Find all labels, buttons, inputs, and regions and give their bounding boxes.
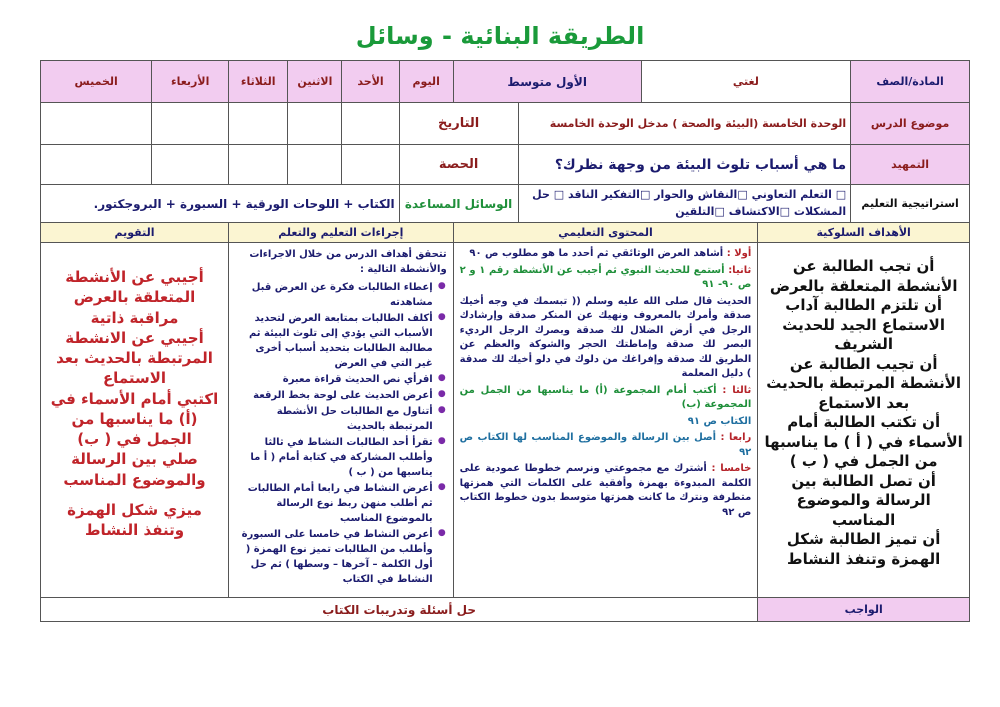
- strategy-checkbox-icon: □: [831, 188, 847, 201]
- content-step-3: ثالثا : أكتب أمام المجموعة (أ) ما يناسبها من الجمل من المجموعة (ب): [459, 384, 752, 410]
- lesson-plan-table: [40, 60, 970, 622]
- day-tuesday: الثلاثاء: [240, 75, 276, 88]
- day-wednesday: الأربعاء: [170, 75, 210, 88]
- objective-item: أن تصل الطالبة بين الرسالة والموضوع المناسب: [791, 471, 936, 529]
- homework-value: حل أسئلة وتدريبات الكتاب: [322, 602, 476, 617]
- strategy-checkbox-icon: □: [714, 204, 725, 218]
- period-cell-wednesday: [152, 145, 229, 185]
- period-cell-sunday: [342, 145, 399, 185]
- procedures-list: [235, 280, 447, 587]
- intro-label: التمهيد: [851, 145, 970, 185]
- homework-label: الواجب: [758, 598, 970, 622]
- period-label: الحصة: [438, 157, 479, 172]
- content-step-2: ثانيا: أستمع للحديث النبوي ثم أجيب عن الأنشطة رقم ١ و ٢ ص ٩٠- ٩١: [459, 264, 752, 290]
- date-cell-monday: [288, 103, 342, 145]
- content-column: [453, 243, 758, 598]
- period-cell-thursday: [41, 145, 152, 185]
- procedures-intro: تتحقق أهداف الدرس من خلال الاجراءات والأنشطة التالية :: [249, 249, 447, 275]
- procedure-item: ● اقرأي نص الحديث قراءة معبرة: [235, 372, 433, 387]
- period-cell-tuesday: [229, 145, 288, 185]
- strategy-checkbox-icon: □: [639, 188, 651, 201]
- date-cell-wednesday: [152, 103, 229, 145]
- strategy-checkbox-icon: □: [549, 188, 565, 201]
- lesson-label: موضوع الدرس: [851, 103, 970, 145]
- procedures-column: [229, 243, 454, 598]
- objective-item: أن تلتزم الطالبة آداب الاستماع الجيد للحديث الشريف: [782, 296, 945, 353]
- grade-value: الأول متوسط: [507, 74, 587, 89]
- strategy-checkbox-icon: □: [737, 188, 748, 201]
- procedure-item: ● تقرأ أحد الطالبات النشاط في ثالثا وأطلب المشاركة في كتابة أمام ( أ ما يناسبها من ( ب ): [235, 435, 433, 480]
- objective-item: أن تميز الطالبة شكل الهمزة وتنفذ النشاط: [786, 530, 941, 568]
- objective-item: أن تكتب الطالبة أمام الأسماء في ( أ ) ما يناسبها من الجمل في ( ب ): [764, 413, 963, 470]
- date-cell-tuesday: [229, 103, 288, 145]
- day-thursday: الخميس: [74, 75, 118, 88]
- lesson-value: الوحدة الخامسة (البيئة والصحة ) مدخل الوحدة الخامسة: [549, 117, 847, 130]
- day-monday: الاثنين: [297, 75, 333, 88]
- content-hadith: الحديث قال صلى الله عليه وسلم (( تبسمك في وجه أخيك صدقة وأمرك بالمعروف ونهيك عن المنكر صدقة وإرشادك الرجل في أرض الضلال لك صدقة وبصرك الرجل الرديء البصر لك صدقة وإماطتك الحجر والشوكة والعظم عن الطريق لك صدقة وإفراغك من دلوك في دلو أخيك لك صدقة ) دليل المعلمة: [459, 295, 752, 379]
- content-step-3-book: الكتاب ص ٩١: [687, 415, 752, 427]
- procedure-item: ● أكلف الطالبات بمتابعة العرض لتحديد الأسباب التي يؤدي إلى تلوث البيئة ثم مطالبة الطالبات بتحديد أسباب أخرى غير التي في العرض: [235, 311, 433, 371]
- evaluation-item: مراقبة ذاتية: [90, 308, 179, 327]
- procedure-item: ● إعطاء الطالبات فكرة عن العرض قبل مشاهدته: [235, 280, 433, 310]
- evaluation-header: التقويم: [41, 223, 229, 243]
- procedure-item: ● أعرض النشاط في رابعا أمام الطالبات ثم أطلب منهن ربط نوع الرسالة بالموضوع المناسب: [235, 481, 433, 526]
- day-sunday: الأحد: [357, 75, 384, 88]
- intro-value: ما هي أسباب تلوث البيئة من وجهة نظرك؟: [554, 156, 847, 173]
- procedure-item: ● أتناول مع الطالبات حل الأنشطة المرتبطة بالحديث: [235, 404, 433, 434]
- evaluation-item: أجيبي عن الأنشطة المتعلقة بالعرض: [65, 268, 204, 307]
- procedure-item: ● أعرض الحديث على لوحة بخط الرقعة: [235, 388, 433, 403]
- objectives-header: الأهداف السلوكية: [758, 223, 970, 243]
- subject-value: لغتي: [732, 75, 759, 88]
- strategy-checkbox-icon: □: [779, 204, 791, 218]
- date-cell-thursday: [41, 103, 152, 145]
- day-label: اليوم: [412, 75, 440, 88]
- aids-label: الوسائل المساعدة: [404, 196, 513, 211]
- date-cell-sunday: [342, 103, 399, 145]
- content-step-4: رابعا : أصل بين الرسالة والموضوع المناسب لها الكتاب ص ٩٢: [459, 432, 752, 458]
- period-cell-monday: [288, 145, 342, 185]
- content-step-5: خامسا : أشترك مع مجموعتي ونرسم خطوطا عمودية على الكلمة المبدوءة بهمزة وأفقية على الكلمات التي همزتها متطرفة ونترك ما كانت همزتها متوسط بدون خطوط الكتاب ص ٩٢: [459, 463, 752, 518]
- objectives-column: [758, 243, 970, 598]
- procedures-header: إجراءات التعليم والتعلم: [229, 223, 454, 243]
- strategy-value: □ التعلم التعاوني □النقاش والحوار □التفكير الناقد □ حل المشكلات □الاكتشاف □التلقين: [532, 188, 847, 218]
- strategy-label: استراتيجية التعليم: [851, 185, 970, 223]
- date-label: التاريخ: [437, 116, 480, 131]
- subject-label: المادة/الصف: [851, 61, 970, 103]
- evaluation-item: أجيبي عن الانشطة المرتبطة بالحديث بعد الاستماع: [56, 328, 213, 388]
- evaluation-column: [41, 243, 229, 598]
- content-header: المحتوى التعليمي: [453, 223, 758, 243]
- objective-item: أن تجيب الطالبة عن الأنشطة المرتبطة بالحديث بعد الاستماع: [766, 354, 962, 412]
- page-title: الطريقة البنائية - وسائل: [355, 22, 645, 50]
- content-step-1: أولا : أشاهد العرض الوثائقي ثم أحدد ما هو مطلوب ص ٩٠: [469, 248, 752, 259]
- aids-value: الكتاب + اللوحات الورقية + السبورة + البروجكتور.: [93, 196, 395, 211]
- objective-item: أن تجب الطالبة عن الأنشطة المتعلقة بالعرض: [769, 257, 958, 295]
- procedure-item: ● أعرض النشاط في خامسا على السبورة وأطلب من الطالبات تميز نوع الهمزة ( أول الكلمة – آخرها – وسطها ) ثم حل النشاط في الكتاب: [235, 527, 433, 587]
- evaluation-item: اكتبي أمام الأسماء في (أ) ما يناسبها من الجمل في ( ب): [50, 389, 219, 448]
- evaluation-item: ميزي شكل الهمزة وتنفذ النشاط: [67, 500, 202, 539]
- evaluation-item: صلي بين الرسالة والموضوع المناسب: [63, 450, 206, 489]
